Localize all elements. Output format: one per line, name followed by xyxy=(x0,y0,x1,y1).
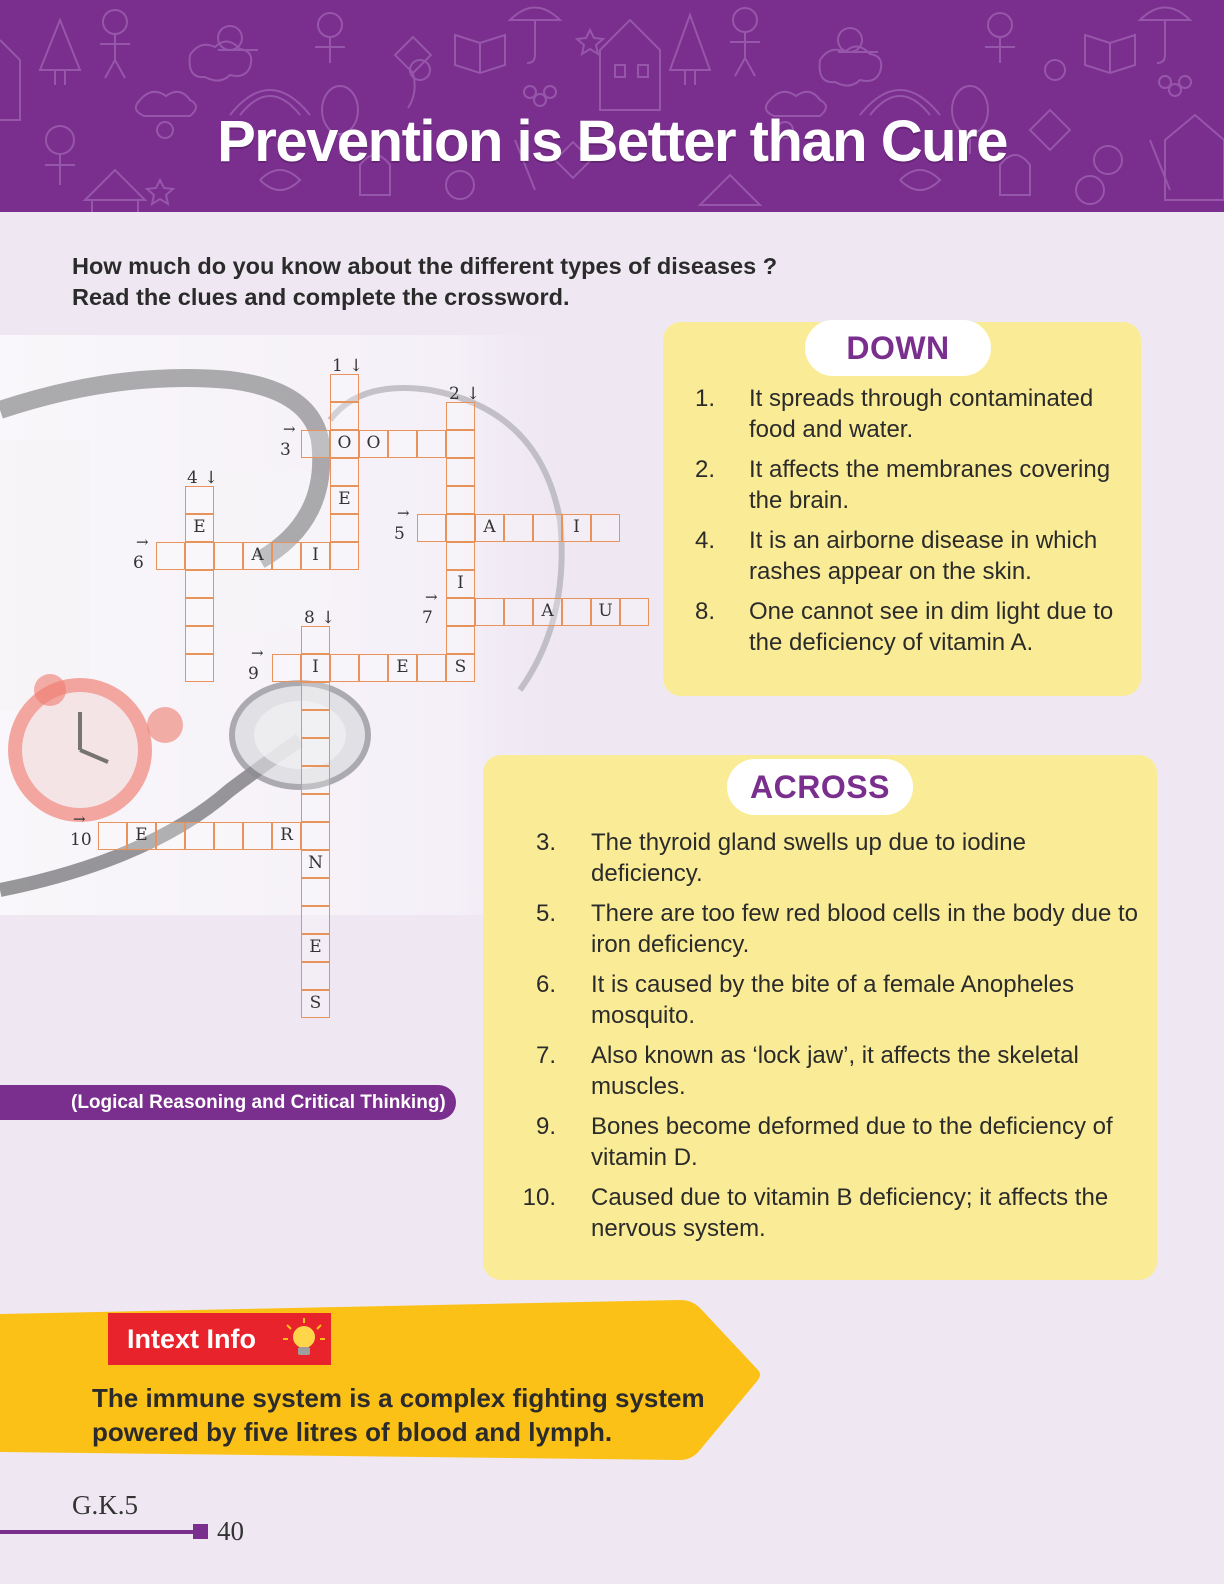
crossword-cell[interactable] xyxy=(301,766,330,794)
crossword-cell[interactable] xyxy=(301,626,330,654)
crossword-cell[interactable] xyxy=(504,514,533,542)
crossword-cell[interactable] xyxy=(417,654,446,682)
crossword-cell[interactable] xyxy=(301,710,330,738)
crossword-cell[interactable] xyxy=(330,458,359,486)
clue-number-label: 2 xyxy=(449,384,460,404)
across-clues-panel xyxy=(483,755,1157,1280)
list-item: 10. Caused due to vitamin B deficiency; it affects the nervous system. xyxy=(522,1184,1109,1242)
crossword-cell[interactable] xyxy=(301,878,330,906)
skill-tag-label: (Logical Reasoning and Critical Thinking) xyxy=(71,1092,446,1113)
crossword-cell[interactable] xyxy=(301,962,330,990)
crossword-cell[interactable]: A xyxy=(475,514,504,542)
clue-number-7 xyxy=(422,588,458,628)
clue-number-1 xyxy=(332,340,368,376)
crossword-cell[interactable] xyxy=(533,514,562,542)
crossword-cell[interactable] xyxy=(330,542,359,570)
down-heading: DOWN xyxy=(805,320,991,376)
crossword-cell[interactable]: E xyxy=(301,934,330,962)
crossword-cell[interactable] xyxy=(446,626,475,654)
crossword-cell[interactable]: O xyxy=(330,430,359,458)
crossword-cell[interactable] xyxy=(591,514,620,542)
clue-number-label: 7 xyxy=(422,608,433,628)
crossword-cell[interactable] xyxy=(214,542,243,570)
crossword-cell[interactable] xyxy=(185,570,214,598)
list-item: 7. Also known as ‘lock jaw’, it affects the skeletal muscles. xyxy=(535,1042,1079,1100)
across-clue-list xyxy=(483,827,1143,1253)
crossword-cell[interactable] xyxy=(620,598,649,626)
across-heading: ACROSS xyxy=(727,759,913,815)
crossword-cell[interactable] xyxy=(301,822,330,850)
list-item: 9. Bones become deformed due to the deficiency of vitamin D. xyxy=(535,1113,1113,1171)
page-number: 40 xyxy=(217,1516,244,1546)
crossword-cell[interactable] xyxy=(185,486,214,514)
list-item: 4. It is an airborne disease in which rashes appear on the skin. xyxy=(694,527,1098,585)
clue-number-label: 8 xyxy=(304,608,315,628)
instructions-line-2: Read the clues and complete the crossword. xyxy=(72,284,570,310)
clue-number-label: 3 xyxy=(280,440,291,460)
crossword-cell[interactable] xyxy=(301,794,330,822)
crossword-cell[interactable] xyxy=(301,738,330,766)
arrow-right-icon: → xyxy=(397,504,410,522)
crossword-cell[interactable] xyxy=(475,598,504,626)
clue-number-label: 5 xyxy=(394,524,405,544)
crossword-cell[interactable] xyxy=(446,458,475,486)
crossword-cell[interactable] xyxy=(301,906,330,934)
list-item: 8. One cannot see in dim light due to the deficiency of vitamin A. xyxy=(694,598,1114,656)
crossword-cell[interactable] xyxy=(185,626,214,654)
crossword-cell[interactable]: I xyxy=(301,542,330,570)
crossword-cell[interactable]: U xyxy=(591,598,620,626)
clue-number-10 xyxy=(70,810,106,850)
arrow-right-icon: → xyxy=(425,588,438,606)
list-item: 2. It affects the membranes covering the brain. xyxy=(694,456,1111,514)
crossword-cell[interactable] xyxy=(446,402,475,430)
footer-square xyxy=(193,1524,208,1539)
page-title: Prevention is Better than Cure xyxy=(217,109,1007,174)
clue-number-label: 4 xyxy=(187,468,198,488)
instructions-line-1: How much do you know about the different types of diseases ? xyxy=(72,253,778,279)
crossword-cell[interactable] xyxy=(446,514,475,542)
clue-number-label: 10 xyxy=(70,830,92,850)
arrow-down-icon: ↓ xyxy=(466,384,481,404)
crossword-cell[interactable]: A xyxy=(533,598,562,626)
arrow-down-icon: ↓ xyxy=(204,468,219,488)
crossword-cell[interactable]: I xyxy=(446,570,475,598)
intext-label-text: Intext Info xyxy=(127,1324,256,1354)
crossword-cell[interactable] xyxy=(185,822,214,850)
crossword-cell[interactable] xyxy=(185,598,214,626)
clue-number-6 xyxy=(133,533,169,573)
lightbulb-icon xyxy=(282,1317,326,1361)
arrow-down-icon: ↓ xyxy=(321,608,336,628)
crossword-cell[interactable] xyxy=(388,430,417,458)
crossword-cell[interactable] xyxy=(504,598,533,626)
crossword-cell[interactable]: E xyxy=(127,822,156,850)
clue-number-2 xyxy=(449,368,485,404)
crossword-cell[interactable]: E xyxy=(388,654,417,682)
crossword-cell[interactable]: N xyxy=(301,850,330,878)
crossword-cell[interactable]: E xyxy=(330,486,359,514)
clue-number-8 xyxy=(304,592,340,628)
crossword-cell[interactable] xyxy=(330,374,359,402)
crossword-cell[interactable] xyxy=(446,542,475,570)
crossword-cell[interactable] xyxy=(214,822,243,850)
crossword-cell[interactable] xyxy=(330,514,359,542)
arrow-right-icon: → xyxy=(136,533,149,551)
arrow-right-icon: → xyxy=(283,420,296,438)
intext-text: The immune system is a complex fighting system powered by five litres of blood and lymph. xyxy=(92,1383,705,1447)
crossword-cell[interactable] xyxy=(562,598,591,626)
crossword-cell[interactable] xyxy=(301,682,330,710)
crossword-cell[interactable]: E xyxy=(185,514,214,542)
intext-label xyxy=(108,1313,331,1365)
clue-number-4 xyxy=(187,452,223,488)
crossword-cell[interactable] xyxy=(185,542,214,570)
list-item: 6. It is caused by the bite of a female Anopheles mosquito. xyxy=(535,971,1074,1029)
list-item: 3. The thyroid gland swells up due to iodine deficiency. xyxy=(535,829,1026,887)
clue-number-3 xyxy=(280,420,316,460)
arrow-right-icon: → xyxy=(73,810,86,828)
clue-number-5 xyxy=(394,504,430,544)
arrow-down-icon: ↓ xyxy=(349,356,364,376)
skill-tag xyxy=(0,1085,456,1120)
crossword-cell[interactable]: O xyxy=(359,430,388,458)
crossword-cell[interactable] xyxy=(359,654,388,682)
crossword-cell[interactable]: S xyxy=(446,654,475,682)
crossword-cell[interactable]: S xyxy=(301,990,330,1018)
crossword-cell[interactable] xyxy=(272,542,301,570)
down-clues-panel xyxy=(663,322,1141,696)
arrow-right-icon: → xyxy=(251,644,264,662)
clue-number-9 xyxy=(248,644,284,684)
clue-number-label: 9 xyxy=(248,664,259,684)
crossword-cell[interactable] xyxy=(417,430,446,458)
crossword-cell[interactable] xyxy=(243,822,272,850)
clue-number-label: 6 xyxy=(133,553,144,573)
list-item: 1. It spreads through contaminated food and water. xyxy=(694,385,1094,443)
crossword-cell[interactable]: A xyxy=(243,542,272,570)
book-code: G.K.5 xyxy=(72,1490,138,1520)
crossword-cell[interactable] xyxy=(446,486,475,514)
crossword-cell[interactable] xyxy=(330,654,359,682)
crossword-cell[interactable] xyxy=(446,430,475,458)
clue-number-label: 1 xyxy=(332,356,343,376)
crossword-cell[interactable] xyxy=(156,822,185,850)
list-item: 5. There are too few red blood cells in the body due to iron deficiency. xyxy=(535,900,1139,958)
crossword-cell[interactable]: I xyxy=(301,654,330,682)
crossword-cell[interactable]: I xyxy=(562,514,591,542)
footer-line xyxy=(0,1530,195,1534)
crossword-cell[interactable]: R xyxy=(272,822,301,850)
down-clue-list xyxy=(663,383,1133,667)
crossword-cell[interactable] xyxy=(330,402,359,430)
crossword-cell[interactable] xyxy=(185,654,214,682)
